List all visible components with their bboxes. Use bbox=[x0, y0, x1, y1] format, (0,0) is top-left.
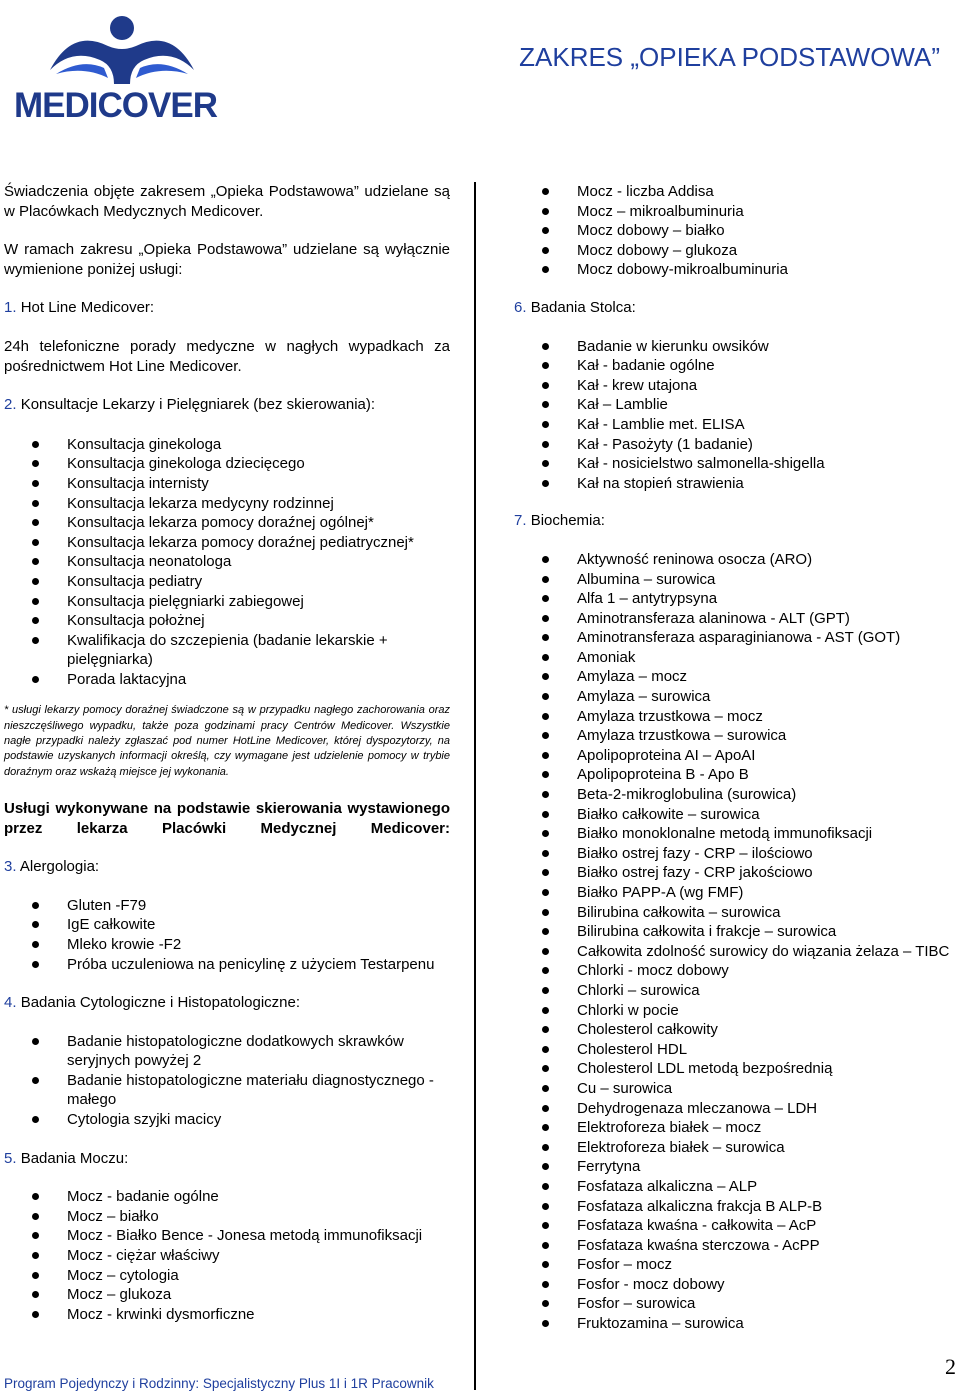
list-item: Chlorki w pocie bbox=[514, 1001, 954, 1021]
section-5-list bbox=[4, 1187, 450, 1324]
section-6-list bbox=[514, 337, 954, 494]
list-item: Mocz – glukoza bbox=[4, 1285, 450, 1305]
list-item: Kał - badanie ogólne bbox=[514, 356, 954, 376]
list-item: Konsultacja neonatologa bbox=[4, 552, 450, 572]
section-4-list bbox=[4, 1032, 450, 1130]
section-5-continued-list bbox=[514, 182, 954, 280]
section-2-title: Konsultacje Lekarzy i Pielęgniarek (bez skierowania): bbox=[20, 396, 376, 414]
list-item: Apolipoproteina AI – ApoAI bbox=[514, 746, 954, 766]
page-title: ZAKRES „OPIEKA PODSTAWOWA” bbox=[519, 42, 940, 72]
section-3-list bbox=[4, 896, 450, 974]
list-item: Badanie w kierunku owsików bbox=[514, 337, 954, 357]
list-item: Mocz dobowy – białko bbox=[514, 221, 954, 241]
list-item: Beta-2-mikroglobulina (surowica) bbox=[514, 785, 954, 805]
list-item: Kał na stopień strawienia bbox=[514, 474, 954, 494]
list-item: Chlorki - mocz dobowy bbox=[514, 961, 954, 981]
list-item: Fosfataza alkaliczna frakcja B ALP-B bbox=[514, 1197, 954, 1217]
list-item: Mocz - Białko Bence - Jonesa metodą immunofiksacji bbox=[4, 1226, 450, 1246]
right-column bbox=[514, 182, 954, 1334]
list-item: Fruktozamina – surowica bbox=[514, 1314, 954, 1334]
section-3-heading bbox=[4, 857, 450, 877]
list-item: Konsultacja pediatry bbox=[4, 572, 450, 592]
list-item: Białko monoklonalne metodą immunofiksacji bbox=[514, 824, 954, 844]
page-number: 2 bbox=[945, 1354, 956, 1379]
list-item: Mocz – białko bbox=[4, 1207, 450, 1227]
list-item: Konsultacja ginekologa bbox=[4, 435, 450, 455]
list-item: Konsultacja położnej bbox=[4, 611, 450, 631]
list-item: Bilirubina całkowita – surowica bbox=[514, 903, 954, 923]
list-item: Próba uczuleniowa na penicylinę z użyciem Testarpenu bbox=[4, 955, 450, 975]
section-2-list bbox=[4, 435, 450, 690]
section-5-title: Badania Moczu: bbox=[20, 1149, 129, 1167]
list-item: Cu – surowica bbox=[514, 1079, 954, 1099]
list-item: Białko ostrej fazy - CRP – ilościowo bbox=[514, 844, 954, 864]
section-1-text: 24h telefoniczne porady medyczne w nagłych wypadkach za pośrednictwem Hot Line Medicover. bbox=[4, 337, 450, 375]
list-item: Chlorki – surowica bbox=[514, 981, 954, 1001]
list-item: Apolipoproteina B - Apo B bbox=[514, 765, 954, 785]
section-3-number: 3. bbox=[4, 858, 17, 876]
list-item: Bilirubina całkowita i frakcje – surowica bbox=[514, 922, 954, 942]
list-item: Aminotransferaza alaninowa - ALT (GPT) bbox=[514, 609, 954, 629]
list-item: Alfa 1 – antytrypsyna bbox=[514, 589, 954, 609]
list-item: Amylaza – mocz bbox=[514, 667, 954, 687]
list-item: Fosfataza kwaśna sterczowa - AcPP bbox=[514, 1236, 954, 1256]
list-item: Aktywność reninowa osocza (ARO) bbox=[514, 550, 954, 570]
list-item: Cholesterol HDL bbox=[514, 1040, 954, 1060]
list-item: Konsultacja ginekologa dziecięcego bbox=[4, 454, 450, 474]
list-item: Amylaza – surowica bbox=[514, 687, 954, 707]
list-item: Kał - Pasożyty (1 badanie) bbox=[514, 435, 954, 455]
list-item: Cholesterol LDL metodą bezpośrednią bbox=[514, 1059, 954, 1079]
list-item: Fosfataza alkaliczna – ALP bbox=[514, 1177, 954, 1197]
section-4-number: 4. bbox=[4, 994, 17, 1012]
list-item: Konsultacja pielęgniarki zabiegowej bbox=[4, 592, 450, 612]
list-item: Kał - Lamblie met. ELISA bbox=[514, 415, 954, 435]
list-item: Elektroforeza białek – surowica bbox=[514, 1138, 954, 1158]
list-item: Mocz – mikroalbuminuria bbox=[514, 202, 954, 222]
list-item: Mocz - ciężar właściwy bbox=[4, 1246, 450, 1266]
footnote: * usługi lekarzy pomocy doraźnej świadczone są w przypadku nagłego zachorowania oraz nieszczęśliwego wypadku, także poza godzinami pracy Centrów Medicover. Wszystkie nagłe przypadki należy zgłaszać pod numer HotLine Medicover, której dyspozytorzy, na podstawie uzyskanych informacji określą, czy wymagane jest udzielenie pomocy w trybie doraźnym oraz wskażą miejsce jej wykonania. bbox=[4, 704, 450, 778]
list-item: Fosfataza kwaśna - całkowita – AcP bbox=[514, 1216, 954, 1236]
column-divider bbox=[474, 182, 476, 1390]
list-item: Amoniak bbox=[514, 648, 954, 668]
list-item: Mocz – cytologia bbox=[4, 1266, 450, 1286]
list-item: Mleko krowie -F2 bbox=[4, 935, 450, 955]
section-7-list bbox=[514, 550, 954, 1334]
list-item: Cytologia szyjki macicy bbox=[4, 1110, 450, 1130]
list-item: Mocz dobowy-mikroalbuminuria bbox=[514, 260, 954, 280]
section-1-heading bbox=[4, 298, 450, 318]
list-item: Ferrytyna bbox=[514, 1157, 954, 1177]
list-item: Konsultacja lekarza medycyny rodzinnej bbox=[4, 494, 450, 514]
list-item: Mocz - krwinki dysmorficzne bbox=[4, 1305, 450, 1325]
section-3-title: Alergologia: bbox=[19, 858, 100, 876]
logo-figure-icon bbox=[12, 8, 232, 88]
section-7-heading bbox=[514, 511, 954, 531]
list-item: Amylaza trzustkowa – surowica bbox=[514, 726, 954, 746]
section-2-number: 2. bbox=[4, 396, 17, 414]
list-item: Aminotransferaza asparaginianowa - AST (GOT) bbox=[514, 628, 954, 648]
list-item: Elektroforeza białek – mocz bbox=[514, 1118, 954, 1138]
section-7-number: 7. bbox=[514, 512, 527, 530]
list-item: Konsultacja lekarza pomocy doraźnej ogólnej* bbox=[4, 513, 450, 533]
list-item: Fosfor – mocz bbox=[514, 1255, 954, 1275]
list-item: Białko ostrej fazy - CRP jakościowo bbox=[514, 863, 954, 883]
section-4-title: Badania Cytologiczne i Histopatologiczne: bbox=[20, 994, 301, 1012]
list-item: IgE całkowite bbox=[4, 915, 450, 935]
left-column bbox=[4, 182, 450, 1324]
list-item: Kał - nosicielstwo salmonella-shigella bbox=[514, 454, 954, 474]
section-7-title: Biochemia: bbox=[530, 512, 605, 530]
section-6-title: Badania Stolca: bbox=[530, 298, 636, 316]
section-4-heading bbox=[4, 993, 450, 1013]
list-item: Amylaza trzustkowa – mocz bbox=[514, 707, 954, 727]
intro-paragraph-1: Świadczenia objęte zakresem „Opieka Podstawowa” udzielane są w Placówkach Medycznych Medicover. bbox=[4, 183, 450, 220]
list-item: Fosfor – surowica bbox=[514, 1294, 954, 1314]
intro-paragraph-2: W ramach zakresu „Opieka Podstawowa” udzielane są wyłącznie wymienione poniżej usługi: bbox=[4, 241, 450, 278]
list-item: Białko PAPP-A (wg FMF) bbox=[514, 883, 954, 903]
section-5-heading bbox=[4, 1149, 450, 1169]
footer-text: Program Pojedynczy i Rodzinny: Specjalistyczny Plus 1I i 1R Pracownik bbox=[4, 1376, 434, 1391]
section-2-heading bbox=[4, 395, 450, 415]
referral-heading: Usługi wykonywane na podstawie skierowania wystawionego przez lekarza Placówki Medycznej Medicover: bbox=[4, 799, 450, 837]
list-item: Kał – Lamblie bbox=[514, 395, 954, 415]
list-item: Gluten -F79 bbox=[4, 896, 450, 916]
logo-text: MEDICOVER bbox=[14, 86, 217, 125]
section-1-title: Hot Line Medicover: bbox=[20, 299, 155, 317]
list-item: Kał - krew utajona bbox=[514, 376, 954, 396]
list-item: Dehydrogenaza mleczanowa – LDH bbox=[514, 1099, 954, 1119]
list-item: Cholesterol całkowity bbox=[514, 1020, 954, 1040]
list-item: Porada laktacyjna bbox=[4, 670, 450, 690]
list-item: Mocz dobowy – glukoza bbox=[514, 241, 954, 261]
list-item: Mocz - liczba Addisa bbox=[514, 182, 954, 202]
list-item: Całkowita zdolność surowicy do wiązania żelaza – TIBC bbox=[514, 942, 954, 962]
list-item: Badanie histopatologiczne dodatkowych skrawków seryjnych powyżej 2 bbox=[4, 1032, 450, 1071]
list-item: Konsultacja lekarza pomocy doraźnej pediatrycznej* bbox=[4, 533, 450, 553]
section-1-number: 1. bbox=[4, 299, 17, 317]
list-item: Białko całkowite – surowica bbox=[514, 805, 954, 825]
medicover-logo bbox=[12, 8, 232, 125]
section-6-heading bbox=[514, 298, 954, 318]
list-item: Fosfor - mocz dobowy bbox=[514, 1275, 954, 1295]
section-6-number: 6. bbox=[514, 298, 527, 316]
list-item: Albumina – surowica bbox=[514, 570, 954, 590]
list-item: Kwalifikacja do szczepienia (badanie lekarskie + pielęgniarka) bbox=[4, 631, 450, 670]
list-item: Konsultacja internisty bbox=[4, 474, 450, 494]
list-item: Badanie histopatologiczne materiału diagnostycznego - małego bbox=[4, 1071, 450, 1110]
section-5-number: 5. bbox=[4, 1149, 17, 1167]
list-item: Mocz - badanie ogólne bbox=[4, 1187, 450, 1207]
